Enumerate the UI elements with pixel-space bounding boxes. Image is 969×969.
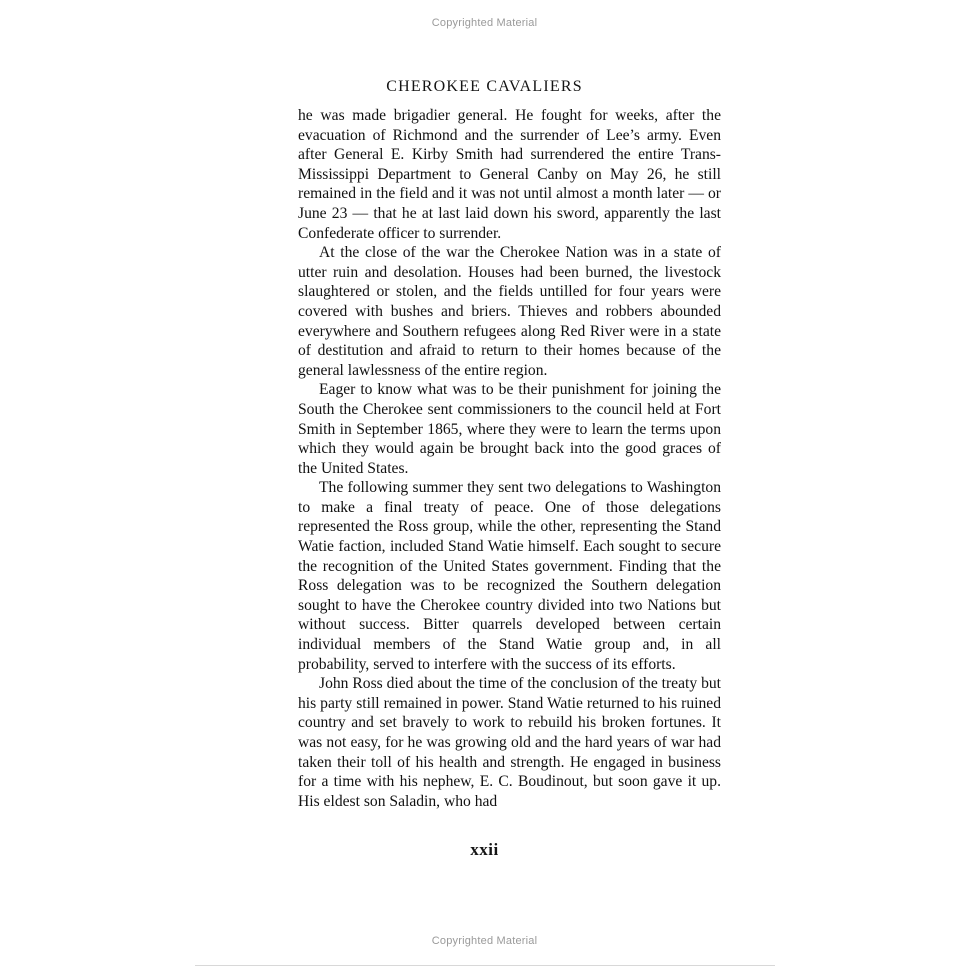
paragraph: John Ross died about the time of the conclusion of the treaty but his party still remained in power. Stand Watie returned to his ruined country and set bravely to work to rebuild his broken fortunes. It was not easy, for he was growing old and the hard years of war had taken their toll of his health and strength. He engaged in business for a time with his nephew, E. C. Boudinout, but soon gave it up. His eldest son Saladin, who had [298,675,721,810]
page-number: xxii [470,840,499,859]
copyright-watermark-bottom: Copyrighted Material [431,935,538,947]
paragraph: At the close of the war the Cherokee Nation was in a state of utter ruin and desolation. Houses had been burned, the livestock slaughtered or stolen, and the fields untilled for four years were covered with bushes and briers. Thieves and robbers abounded everywhere and Southern refugees along Red River were in a state of destitution and afraid to return to their homes because of the general lawlessness of the entire region. [298,244,721,379]
bottom-divider [195,965,775,966]
paragraph: The following summer they sent two delegations to Washington to make a final treaty of peace. One of those delegations represented the Ross group, while the other, representing the Stand Watie faction, included Stand Watie himself. Each sought to secure the recognition of the United States government. Finding that the Ross delegation was to be recognized the Southern delegation sought to have the Cherokee country divided into two Nations but without success. Bitter quarrels developed between certain individual members of the Stand Watie group and, in all probability, served to interfere with the success of its efforts. [298,479,721,673]
body-text [298,106,721,811]
running-head: CHEROKEE CAVALIERS [386,78,583,95]
paragraph: he was made brigadier general. He fought for weeks, after the evacuation of Richmond and the surrender of Lee’s army. Even after General E. Kirby Smith had surrendered the entire Trans-Mississippi Department to General Canby on May 26, he still remained in the field and it was not until almost a month later — or June 23 — that he at last laid down his sword, apparently the last Confederate officer to surrender. [298,107,721,242]
paragraph: Eager to know what was to be their punishment for joining the South the Cherokee sent commissioners to the council held at Fort Smith in September 1865, where they were to learn the terms upon which they would again be brought back into the good graces of the United States. [298,381,721,477]
copyright-watermark-top: Copyrighted Material [431,17,538,29]
